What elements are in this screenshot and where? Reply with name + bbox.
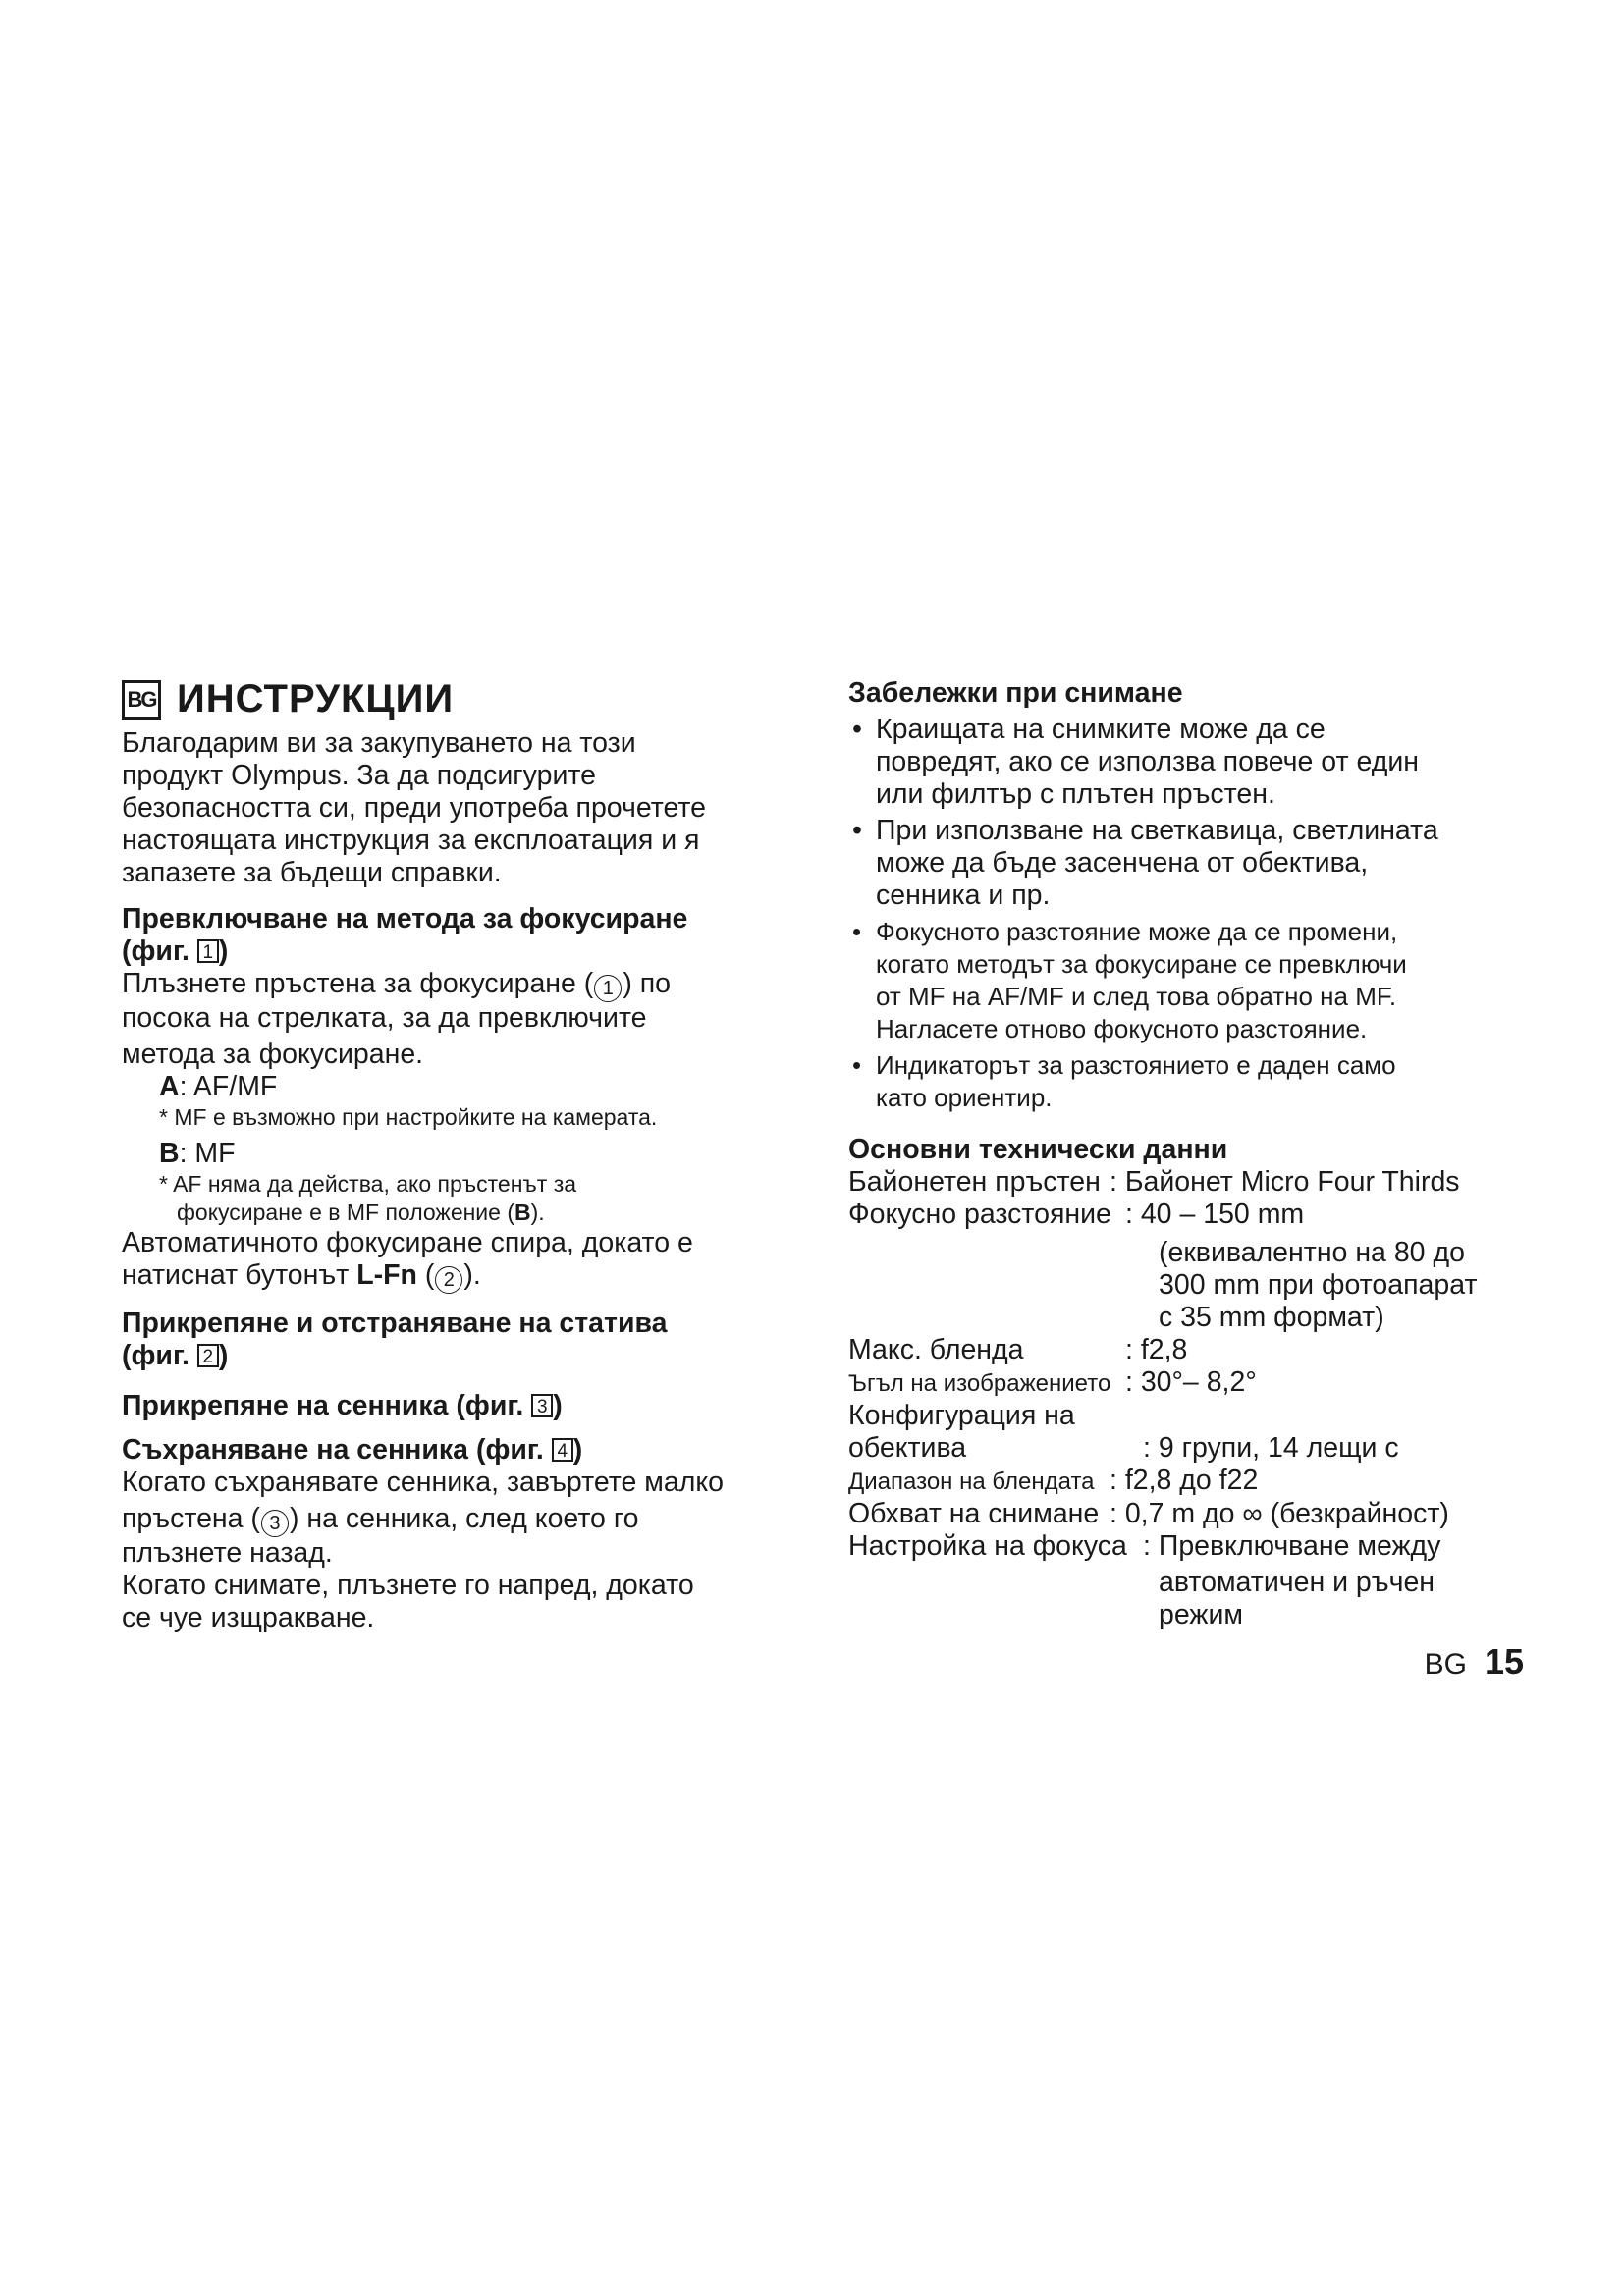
figure-ref: 2 bbox=[197, 1344, 219, 1367]
text: При използване на светкавица, светлината bbox=[876, 815, 1438, 846]
figure-ref: 4 bbox=[552, 1438, 573, 1462]
body-line bbox=[122, 1503, 809, 1537]
spec-continuation: автоматичен и ръчен bbox=[1159, 1567, 1435, 1598]
text: ). bbox=[463, 1259, 481, 1291]
heading-text: ) bbox=[218, 1340, 229, 1371]
mode-a bbox=[122, 1071, 809, 1103]
page-title: ИНСТРУКЦИИ bbox=[177, 677, 455, 721]
footnote: * MF е възможно при настройките на камерата. bbox=[159, 1104, 658, 1130]
body-line: плъзнете назад. bbox=[122, 1537, 333, 1569]
heading-text: ) bbox=[218, 935, 229, 967]
spec-value: : Превключване между bbox=[1143, 1530, 1441, 1562]
spec-row bbox=[848, 1199, 1536, 1231]
section-hood-attach bbox=[122, 1390, 809, 1422]
left-column bbox=[122, 677, 809, 1634]
body-line bbox=[122, 968, 809, 1002]
body-line: посока на стрелката, за да превключите bbox=[122, 1002, 647, 1034]
text: Краищата на снимките може да се bbox=[876, 714, 1326, 745]
callout-number: 2 bbox=[435, 1266, 462, 1294]
text: ) по bbox=[623, 968, 672, 999]
text: сенника и пр. bbox=[876, 880, 1051, 911]
spec-label: Обхват на снимане bbox=[848, 1498, 1100, 1529]
spec-value: : 9 групи, 14 лещи с bbox=[1143, 1432, 1399, 1464]
mode-b bbox=[122, 1138, 809, 1170]
spec-value: : 40 – 150 mm bbox=[1125, 1199, 1305, 1230]
body-line: Автоматичното фокусиране спира, докато е bbox=[122, 1227, 693, 1258]
section-hood-storage bbox=[122, 1434, 809, 1634]
section-heading bbox=[122, 1340, 809, 1372]
list-item bbox=[848, 1049, 1536, 1114]
spec-label: Макс. бленда bbox=[848, 1334, 1024, 1365]
figure-ref: 1 bbox=[197, 939, 219, 963]
button-name: L-Fn bbox=[356, 1259, 417, 1291]
body-line: метода за фокусиране. bbox=[122, 1039, 424, 1070]
heading-text: (фиг. bbox=[122, 935, 197, 967]
spec-value: : f2,8 bbox=[1125, 1334, 1188, 1365]
body-line bbox=[122, 1259, 809, 1294]
page-footer bbox=[1425, 1641, 1524, 1682]
spec-value: : f2,8 до f22 bbox=[1110, 1465, 1259, 1496]
spec-row bbox=[848, 1465, 1536, 1498]
spec-row bbox=[848, 1334, 1536, 1366]
text: повредят, ако се използва повече от един bbox=[876, 746, 1419, 777]
text: ) на сенника, след което го bbox=[289, 1503, 639, 1534]
mode-key: B bbox=[514, 1200, 531, 1225]
mode-key: B bbox=[159, 1138, 180, 1169]
text: от MF на AF/MF и след това обратно на MF. bbox=[876, 982, 1397, 1011]
spec-label: Байонетен пръстен bbox=[848, 1166, 1101, 1198]
footnote: * AF няма да действа, ако пръстенът за bbox=[159, 1171, 577, 1197]
text: може да бъде засенчена от обектива, bbox=[876, 847, 1369, 879]
heading-text: (фиг. bbox=[122, 1340, 197, 1371]
intro-line: Благодарим ви за закупуването на този bbox=[122, 727, 636, 759]
section-heading: Превключване на метода за фокусиране bbox=[122, 903, 688, 934]
intro-line: безопасността си, преди употреба прочетете bbox=[122, 792, 706, 824]
language-badge: BG bbox=[122, 680, 161, 720]
figure-ref: 3 bbox=[531, 1394, 553, 1417]
heading-text: Прикрепяне на сенника (фиг. bbox=[122, 1390, 532, 1421]
spec-row bbox=[848, 1166, 1536, 1199]
mode-value: : MF bbox=[179, 1138, 236, 1169]
spec-row bbox=[848, 1400, 1536, 1432]
heading-text: Съхраняване на сенника (фиг. bbox=[122, 1434, 552, 1466]
text: Индикаторът за разстоянието е даден само bbox=[876, 1050, 1396, 1080]
spec-row bbox=[848, 1530, 1536, 1563]
spec-label: Конфигурация на bbox=[848, 1400, 1075, 1431]
body-line: Когато снимате, плъзнете го напред, докато bbox=[122, 1570, 694, 1601]
callout-number: 3 bbox=[261, 1510, 289, 1537]
body-line: Когато съхранявате сенника, завъртете малко bbox=[122, 1467, 724, 1498]
spec-row bbox=[848, 1498, 1536, 1530]
specs-table bbox=[848, 1166, 1536, 1631]
section-heading bbox=[122, 1390, 809, 1422]
footnote bbox=[122, 1199, 809, 1227]
section-heading: Прикрепяне и отстраняване на статива bbox=[122, 1308, 668, 1339]
page-heading bbox=[122, 677, 809, 721]
specs-heading: Основни технически данни bbox=[848, 1134, 1228, 1165]
spec-label: Настройка на фокуса bbox=[848, 1530, 1127, 1562]
notes-heading: Забележки при снимане bbox=[848, 677, 1183, 709]
spec-label: Диапазон на блендата bbox=[848, 1468, 1095, 1495]
section-heading bbox=[122, 935, 809, 968]
spec-continuation: с 35 mm формат) bbox=[1159, 1302, 1384, 1333]
text: пръстена ( bbox=[122, 1503, 260, 1534]
intro-line: настоящата инструкция за експлоатация и я bbox=[122, 825, 700, 856]
text: или филтър с плътен пръстен. bbox=[876, 778, 1275, 810]
spec-continuation: 300 mm при фотоапарат bbox=[1159, 1269, 1478, 1301]
intro-line: продукт Olympus. За да подсигурите bbox=[122, 760, 596, 791]
text: ). bbox=[530, 1200, 545, 1225]
text: когато методът за фокусиране се превключи bbox=[876, 949, 1407, 979]
spec-continuation: режим bbox=[1159, 1599, 1243, 1630]
spec-value: : 30°– 8,2° bbox=[1125, 1366, 1257, 1398]
notes-list bbox=[848, 714, 1536, 1114]
page-number: 15 bbox=[1484, 1641, 1524, 1682]
spec-label: обектива bbox=[848, 1432, 967, 1464]
text: натиснат бутонът bbox=[122, 1259, 357, 1291]
text: Плъзнете пръстена за фокусиране ( bbox=[122, 968, 594, 999]
spec-row bbox=[848, 1366, 1536, 1400]
spec-label: Фокусно разстояние bbox=[848, 1199, 1111, 1230]
callout-number: 1 bbox=[594, 975, 622, 1002]
list-item bbox=[848, 815, 1536, 912]
spec-row bbox=[848, 1432, 1536, 1465]
section-focus-mode bbox=[122, 903, 809, 1294]
mode-key: A bbox=[159, 1071, 180, 1102]
heading-text: ) bbox=[553, 1390, 563, 1421]
body-line: се чуе изщракване. bbox=[122, 1602, 375, 1633]
spec-label: Ъгъл на изображението bbox=[848, 1370, 1111, 1397]
heading-text: ) bbox=[572, 1434, 583, 1466]
list-item bbox=[848, 916, 1536, 1045]
text: ( bbox=[416, 1259, 435, 1291]
spec-value: : 0,7 m до ∞ (безкрайност) bbox=[1110, 1498, 1449, 1529]
right-column bbox=[848, 677, 1536, 1631]
text: като ориентир. bbox=[876, 1083, 1053, 1112]
text: Фокусното разстояние може да се промени, bbox=[876, 917, 1398, 946]
intro-line: запазете за бъдещи справки. bbox=[122, 857, 502, 888]
spec-value: : Байонет Micro Four Thirds bbox=[1110, 1166, 1460, 1198]
section-tripod bbox=[122, 1308, 809, 1372]
footer-language: BG bbox=[1424, 1648, 1467, 1681]
list-item bbox=[848, 714, 1536, 811]
mode-value: : AF/MF bbox=[179, 1071, 278, 1102]
section-heading bbox=[122, 1434, 809, 1467]
text: Нагласете отново фокусното разстояние. bbox=[876, 1014, 1368, 1043]
spec-continuation: (еквивалентно на 80 до bbox=[1159, 1237, 1465, 1268]
text: фокусиране е в MF положение ( bbox=[177, 1200, 515, 1225]
intro-paragraph bbox=[122, 727, 809, 889]
